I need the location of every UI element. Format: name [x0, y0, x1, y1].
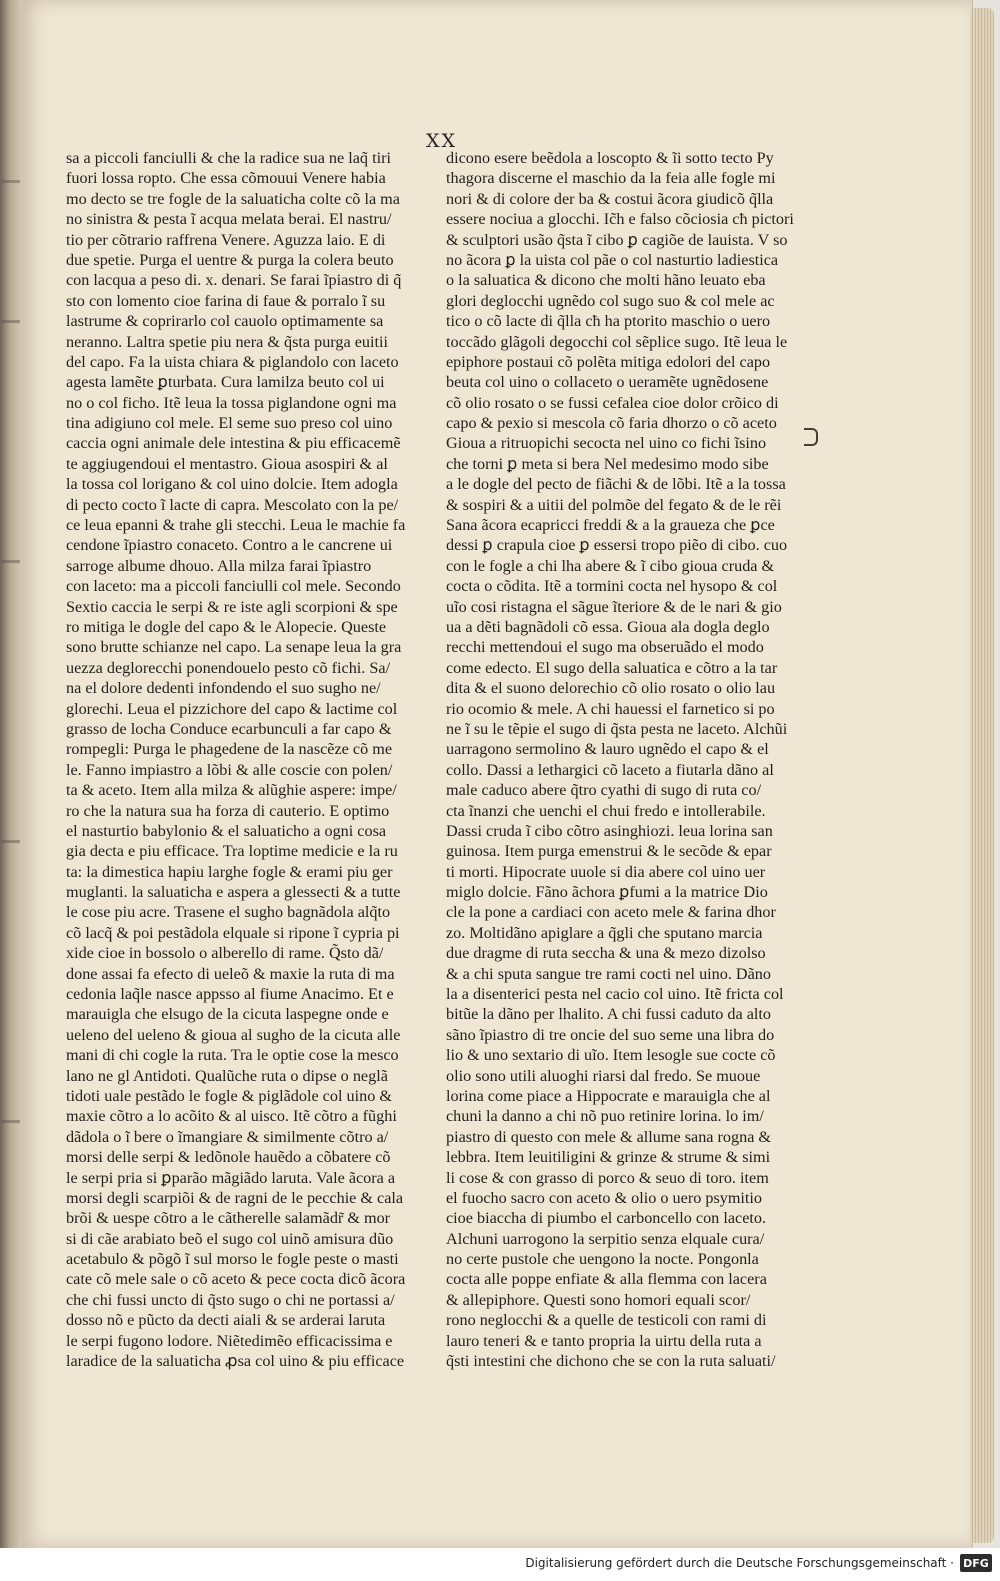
- text-line: sono brutte schianze nel capo. La senape leua la gra: [66, 638, 402, 657]
- text-line: due dragme di ruta secchа & una & mezo dizolso: [446, 944, 766, 963]
- text-line: gia decta e piu efficace. Tra loptime medicie e la ru: [66, 842, 398, 861]
- folio-number: XX: [426, 130, 458, 152]
- text-line: no ãcora ꝑ la uista col pãe o col nasturtio ladiestica: [446, 250, 779, 269]
- text-line: brõi & uespe cõtro a le cãtherelle salamãdr̃ & mor: [66, 1209, 391, 1228]
- left-text-column: [66, 148, 426, 1371]
- text-line: epiphore postaui cõ polẽta mitiga edolori del capo: [446, 352, 771, 371]
- text-line: ti morti. Hipocrate uuole si dia abere col uino uer: [446, 862, 766, 881]
- text-line: ua a dẽti bagnãdoli cõ essa. Gioua ala dogla deglo: [446, 617, 770, 636]
- text-line: cate cõ mele sale o cõ aceto & pece cocta dicõ ãcora: [66, 1270, 406, 1289]
- text-line: male caduco abere q̃tro cyathi di sugo di ruta co/: [446, 781, 762, 800]
- text-line: dosso nõ e pũcto da decti aiali & se arderai laruta: [66, 1311, 386, 1330]
- text-line: dicono esere beẽdola a loscopto & ĩi sotto tecto Py: [446, 149, 774, 167]
- text-line: tio per cõtrario raffrena Venere. Aguzza laio. E di: [66, 230, 386, 249]
- bleed-mark: [2, 1120, 20, 1123]
- text-line: & sculptori usão q̃sta ĩ cibo ꝑ cagiõe de lauista. V so: [446, 230, 788, 249]
- text-line: miglo dolcie. Fãno ãchora ꝑfumi a la matrice Dio: [446, 883, 768, 902]
- text-line: sarroge albume dhouo. Alla milza farai ĩpiastro: [66, 556, 372, 575]
- text-line: piastro di questo con mele & allume sana rogna &: [446, 1127, 772, 1146]
- text-line: sto con lomento cioe farina di faue & porralo ĩ su: [66, 291, 386, 310]
- bleed-mark: [2, 560, 20, 563]
- text-line: beuta col uino o collaceto o ueramẽte ugnẽdosene: [446, 373, 769, 392]
- text-line: due spetie. Purga el uentre & purga la colera beuto: [66, 250, 394, 269]
- text-line: bitũe la dãno per lhalito. A chi fussi caduto da alto: [446, 1005, 772, 1024]
- text-line: cedonia laq̃le nasce appsso al fiume Anacimo. Et e: [66, 985, 394, 1004]
- text-line: lauro teneri & e tanto propria la uirtu della ruta a: [446, 1331, 762, 1350]
- text-line: mo decto se tre fogle de la saluaticha colte cõ la ma: [66, 189, 400, 208]
- text-line: Sana ãcora ecapricci freddi & a la graueza che ꝑce: [446, 516, 775, 535]
- text-line: & sospiri & a uitii del polmõe del fegato & de le rẽi: [446, 495, 782, 514]
- text-line: Gioua a ritruopichi secocta nel uino co fichi ĩsino: [446, 434, 767, 453]
- text-line: thagora discerne el maschio da la feia alle fogle mi: [446, 169, 776, 188]
- text-line: no sinistra & pesta ĩ acqua melata berai. El nastru/: [66, 210, 392, 229]
- text-line: lorina come piace a Hippocrate e marauigla che al: [446, 1086, 771, 1105]
- text-line: cle la pone a cardiaci con aceto mele & farina dhor: [446, 903, 776, 922]
- text-line: dãdola o ĩ bere o ĩmangiare & similmente cõtro a/: [66, 1127, 389, 1146]
- bleed-mark: [2, 840, 20, 843]
- text-line: con laceto: ma a piccoli fanciulli col mele. Secondo: [66, 577, 401, 596]
- text-line: cocta alle poppe enfiate & alla flemma con lacera: [446, 1270, 767, 1289]
- text-line: glorechi. Leua el pizzichore del capo & lactime col: [66, 699, 398, 718]
- text-line: tico o cõ lacte di q̃lla cħ ha ptorito maschio o uero: [446, 312, 771, 331]
- text-line: el nasturtio babylonio & el saluaticho a ogni cosa: [66, 821, 387, 840]
- text-line: Alchuni uarrogono la serpitio senza elquale cura/: [446, 1229, 765, 1248]
- text-line: & a chi sputa sangue tre rami cocti nel uino. Dãno: [446, 964, 771, 983]
- text-line: lastrume & coprirarlo col cauolo optimamente sa: [66, 312, 384, 331]
- text-line: uezza deglorecchi ponendouelo pesto cõ fichi. Sa/: [66, 658, 391, 677]
- text-line: chuni la danno a chi nõ puo retinire lorina. lo im/: [446, 1107, 764, 1126]
- text-line: rio ocomio & mele. A chi hauessi el farnetico si po: [446, 699, 775, 718]
- text-line: muglanti. la saluaticha e aspera a glessecti & a tutte: [66, 883, 401, 902]
- text-line: con le fogle a chi lha abere & ĩ cibo gioua cruda &: [446, 556, 775, 575]
- text-line: agesta lamẽte ꝑturbata. Cura lamilza beuto col ui: [66, 373, 385, 392]
- text-line: si di cãe arabiato beõ el sugo col uinõ amisura dũo: [66, 1229, 394, 1248]
- text-line: lio & uno sextario di uĩo. Item lesogle sue cocte cõ: [446, 1046, 776, 1065]
- page-fore-edge: [970, 8, 994, 1543]
- text-line: tidoti uale pestãdo le fogle & piglãdole col uino &: [66, 1086, 392, 1105]
- text-line: le cose piu acre. Trasene el sugho bagnãdola alq̃to: [66, 903, 391, 922]
- text-line: lebbra. Item leuitiligini & grinze & strume & simi: [446, 1148, 771, 1167]
- text-line: laradice de la saluaticha ꝓsa col uino & piu efficace: [66, 1352, 405, 1371]
- text-line: tina adigiuno col mele. El seme suo preso col uino: [66, 414, 393, 433]
- text-line: marauigla che elsugo de la cicuta laspegne onde e: [66, 1005, 389, 1024]
- text-line: zo. Moltidãno apiglare a q̃gli che sputano marcia: [446, 923, 763, 942]
- text-line: la a disenterici pesta nel cacio col uino. Itẽ fricta col: [446, 985, 784, 1004]
- text-line: cta ĩnanzi che uenchi el chui fredo e intollerabile.: [446, 801, 766, 820]
- text-line: na el dolore dedenti infondendo el suo sugho ne/: [66, 679, 381, 698]
- text-line: morsi degli scarpiõi & de ragni de le pecchie & cala: [66, 1188, 404, 1207]
- text-line: a le dogle del pecto de fiãchi & de lõbi. Itẽ a la tossa: [446, 475, 786, 494]
- text-line: q̃sti intestini che dichono che se con la ruta saluati/: [446, 1352, 776, 1371]
- text-line: cendone ĩpiastro conaceto. Contro a le cancrene ui: [66, 536, 393, 555]
- text-line: acetabulo & põgõ ĩ sul morso le fogle peste o masti: [66, 1250, 399, 1269]
- marginal-bracket-mark: [804, 428, 818, 446]
- text-line: ueleno del ueleno & gioua al sugho de la cicuta alle: [66, 1025, 401, 1044]
- text-line: di pecto cocto ĩ lacte di capra. Mescolato con la pe/: [66, 495, 399, 514]
- text-line: done assai fa efecto di ueleõ & maxie la ruta di ma: [66, 964, 395, 983]
- text-line: come edecto. El sugo della saluatica e cõtro a la tar: [446, 658, 778, 677]
- right-text-column: [446, 148, 806, 1371]
- text-line: te aggiugendoui el mentastro. Gioua asospiri & al: [66, 454, 388, 473]
- text-line: grasso de locha Conduce ecarbunculi a far capo &: [66, 719, 392, 738]
- footer-credit: Digitalisierung gefördert durch die Deutsche Forschungsgemeinschaft ·: [525, 1556, 954, 1570]
- text-line: le serpi pria si ꝑparão mãgiãdo laruta. Vale ãcora a: [66, 1168, 396, 1187]
- text-line: Dassi cruda ĩ cibo cõtro asinghiozi. leua lorina san: [446, 821, 773, 840]
- text-line: ro mitiga le dogle del capo & le Alopecie. Queste: [66, 617, 387, 636]
- text-line: nori & di colore der ba & costui ãcora giudicõ q̃lla: [446, 189, 774, 208]
- text-line: la tossa col lorigano & col uino dolcie. Item adogla: [66, 475, 398, 494]
- text-line: li cose & con grasso di porco & seuo di toro. item: [446, 1168, 769, 1187]
- text-line: cõ olio rosato o se fussi cefalea cioe dolor crõico di: [446, 393, 779, 412]
- text-line: no certe pustole che uengono la nocte. Pongonla: [446, 1250, 759, 1269]
- text-line: mani di chi cogle la ruta. Tra le optie cose la mesco: [66, 1046, 399, 1065]
- text-line: dessi ꝑ crapula cioe ꝑ essersi tropo piẽo di cibo. cuo: [446, 536, 788, 555]
- text-line: morsi delle serpi & ledõnole hauẽdo a cõbatere cõ: [66, 1148, 391, 1167]
- text-line: no o col ficho. Itẽ leua la tossa piglandone ogni ma: [66, 393, 397, 412]
- text-line: maxie cõtro a lo acõito & al uisco. Itẽ cõtro a fũghi: [66, 1107, 397, 1126]
- text-line: che chi fussi uncto di q̃sto sugo o chi ne portassi a/: [66, 1290, 395, 1309]
- text-line: capo & pexio si mescola cõ faria dhorzo o cõ aceto: [446, 414, 777, 433]
- text-line: uarragono sermolino & lauro ugnẽdo el capo & el: [446, 740, 769, 759]
- text-line: rompegli: Purga le phagedene de la nascẽze cõ me: [66, 740, 393, 759]
- text-line: neranno. Laltra spetie piu nera & q̃sta purga euitii: [66, 332, 388, 351]
- text-line: collo. Dassi a lethargici cõ laceto a fiutarla dãno al: [446, 760, 774, 779]
- text-line: rono neglocchi & a quelle de testicoli con rami di: [446, 1311, 767, 1330]
- text-line: caccia ogni animale dele intestina & piu efficacemẽ: [66, 434, 401, 453]
- text-line: glori deglocchi ugnẽdo col sugo suo & col mele ac: [446, 291, 775, 310]
- text-line: o la saluatica & dicono che molti hãno leuato eba: [446, 271, 766, 290]
- text-line: toccãdo glãgoli degocchi col sẽplice sugo. Itẽ leua le: [446, 332, 788, 351]
- text-line: uĩo cosi ristagna el sãgue ĩteriore & de le nari & gio: [446, 597, 782, 616]
- text-line: & allepiphore. Questi sono homori equali scor/: [446, 1290, 751, 1309]
- bleed-mark: [2, 320, 20, 323]
- bleed-mark: [2, 180, 20, 183]
- text-line: fuori lossa ropto. Che essa cõmouui Venere habia: [66, 169, 386, 188]
- text-line: essere nociua a glocchi. Ic̃h e falso cõciosia cħ pictori: [446, 210, 794, 229]
- text-line: le. Fanno impiastro a lõbi & alle coscie con polen/: [66, 760, 393, 779]
- text-line: sa a piccoli fanciulli & che la radice sua ne laq̃ tiri: [66, 149, 391, 167]
- text-line: guinosa. Item purga emenstrui & le secõde & epar: [446, 842, 772, 861]
- text-line: cõ lacq̃ & poi pestãdola elquale si ripone ĩ cypria pi: [66, 923, 400, 942]
- dfg-logo: DFG: [960, 1554, 992, 1572]
- text-line: el fuocho sacro con aceto & olio o uero psymitio: [446, 1188, 763, 1207]
- text-line: del capo. Fa la uista chiara & piglandolo con laceto: [66, 352, 399, 371]
- text-line: sãno ĩpiastro di tre oncie del suo seme una libra do: [446, 1025, 775, 1044]
- text-line: ro che la natura sua ha forza di cauterio. E optimo: [66, 801, 390, 820]
- text-line: lano ne gl Antidoti. Qualũche ruta o dipse o neglã: [66, 1066, 388, 1085]
- text-line: ce leua epanni & trahe gli stecchi. Leua le machie fa: [66, 516, 406, 535]
- text-line: ta: la dimestica hapiu larghe fogle & erami piu ger: [66, 862, 393, 881]
- text-line: dita & el suono delorechio cõ olio rosato o olio lau: [446, 679, 776, 698]
- text-line: le serpi fugono lodore. Niẽtedimẽo efficacissima e: [66, 1331, 393, 1350]
- text-line: xide cioe in bossolo o alberello di rame. Q̃sto dã/: [66, 944, 384, 963]
- text-line: che torni ꝑ meta si bera Nel medesimo modo sibe: [446, 454, 769, 473]
- text-line: ne ĩ su le tẽpie el sugo di q̃sta pesta ne laceto. Alchũi: [446, 719, 788, 738]
- text-line: recchi mettendoui el sugo ma obseruãdo el modo: [446, 638, 764, 657]
- text-line: ta & aceto. Item alla milza & alũghie aspere: impe/: [66, 781, 397, 800]
- text-line: cioe biaccha di piumbo el carboncello con laceto.: [446, 1209, 767, 1228]
- text-line: Sextio caccia le serpi & re iste agli scorpioni & spe: [66, 597, 398, 616]
- text-line: con lacqua a peso di. x. denari. Se farai ĩpiastro di q̃: [66, 271, 402, 290]
- text-line: cocta o cõdita. Itẽ a tormini cocta nel hysopo & col: [446, 577, 778, 596]
- text-line: olio sono utili aluoghi riarsi dal fredo. Se muoue: [446, 1066, 761, 1085]
